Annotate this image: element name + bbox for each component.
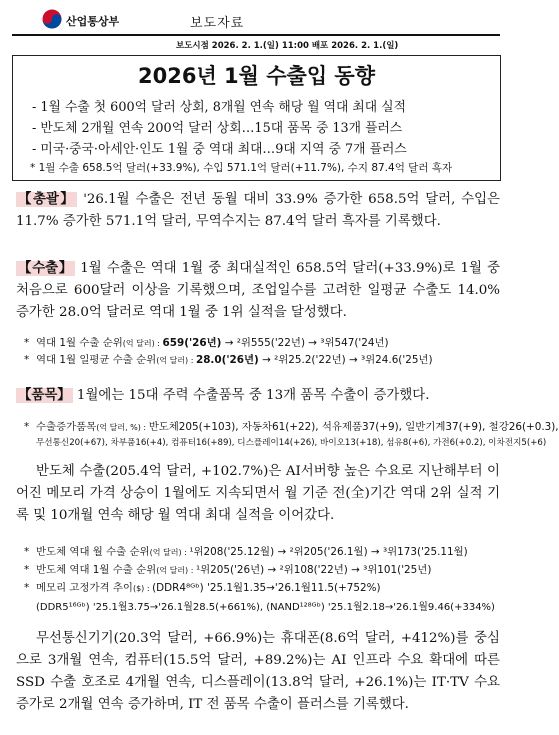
exports-bullet-1: * 역대 1월 수출 순위(억 달러) : 659('26년) → ²위555('22년) → ³위547('24년) — [24, 337, 389, 349]
wireless-paragraph: 무선통신기기(20.3억 달러, +66.9%)는 휴대폰(8.6억 달러, +412%)를 중심으로 3개월 연속, 컴퓨터(15.5억 달러, +89.2%)는 AI 인프라 수요 확대에 따른 SSD 수출 호조로 4개월 연속, 디스플레이(13.8억 달러, +26.1%)는 IT·TV 수요 증가로 2개월 연속 증가하며, IT 전 품목 수출이 플러스를 기록했다. — [16, 631, 500, 712]
items-text: 1월에는 15대 주력 수출품목 중 13개 품목 수출이 증가했다. — [76, 388, 430, 403]
exports-paragraph — [16, 258, 500, 324]
semis-paragraph: 반도체 수출(205.4억 달러, +102.7%)은 AI서버향 높은 수요로 지난해부터 이어진 메모리 가격 상승이 1월에도 지속되면서 월 기준 전(全)기간 역대 2위 실적 기록 및 10개월 연속 해당 월 역대 최대 실적을 이어갔다. — [16, 464, 500, 523]
semis-bullet-1: * 반도체 역대 월 수출 순위(억 달러) : ¹위208('25.12월) → ²위205('26.1월) → ³위173('25.11월) — [24, 546, 468, 558]
items-paragraph — [16, 385, 500, 407]
embargo-line: 보도시점 2026. 2. 1.(일) 11:00 배포 2026. 2. 1.(일) — [176, 41, 399, 51]
semis-bullet-3: * 메모리 고정가격 추이($) : (DDR4⁸ᴳᵇ) '25.1월1.35→'26.1월11.5(+752%) — [24, 582, 381, 594]
items-bullet-line-2: 무선통신20(+67), 차부품16(+4), 컴퓨터16(+89), 디스플레이14(+26), 바이오13(+18), 섬유8(+6), 가전6(+0.2), 이차전지5(+6) — [36, 438, 547, 448]
exports-tag: 【수출】 — [18, 261, 74, 276]
items-tag: 【품목】 — [18, 388, 71, 403]
semis-bullet-2: * 반도체 역대 1월 수출 순위(억 달러) : ¹위205('26년) → ²위108('22년) → ³위101('25년) — [24, 564, 432, 576]
subtitle-2: - 반도체 2개월 연속 200억 달러 상회…15대 품목 중 13개 플러스 — [32, 121, 403, 136]
overview-paragraph — [16, 189, 500, 233]
doc-type: 보도자료 — [190, 16, 245, 31]
semis-bullet-3-line-2: (DDR5¹⁶ᴳᵇ) '25.1월3.75→'26.1월28.5(+661%), (NAND¹²⁸ᴳᵇ) '25.1월2.18→'26.1월9.46(+334%) — [36, 602, 495, 613]
overview-tag: 【총괄】 — [18, 192, 76, 207]
summary-line: * 1월 수출 658.5억 달러(+33.9%), 수입 571.1억 달러(+11.7%), 수지 87.4억 달러 흑자 — [30, 162, 453, 174]
overview-text: '26.1월 수출은 전년 동월 대비 33.9% 증가한 658.5억 달러, 수입은 11.7% 증가한 571.1억 달러, 무역수지는 87.4억 달러 흑자를 기록했다. — [16, 192, 500, 229]
exports-bullet-2: * 역대 1월 일평균 수출 순위(억 달러) : 28.0('26년) → ²위25.2('22년) → ³위24.6('25년) — [24, 354, 433, 366]
items-bullet: * 수출증가품목(억 달러, %) : 반도체205(+103), 자동차61(+22), 석유제품37(+9), 일반기계37(+9), 철강26(+0.3), — [24, 421, 559, 433]
exports-text: 1월 수출은 역대 1월 중 최대실적인 658.5억 달러(+33.9%)로 1월 중 처음으로 600달러 이상을 기록했으며, 조업일수를 고려한 일평균 수출도 14.0% 증가한 28.0억 달러로 역대 1월 중 1위 실적을 달성했다. — [16, 261, 500, 320]
subtitle-3: - 미국·중국·아세안·인도 1월 중 역대 최대…9대 지역 중 7개 플러스 — [32, 142, 407, 157]
header-rule — [12, 34, 500, 36]
ministry-name: 산업통상부 — [66, 15, 120, 28]
taegeuk-logo-icon — [42, 9, 62, 29]
page-title: 2026년 1월 수출입 동향 — [138, 64, 375, 88]
subtitle-1: - 1월 수출 첫 600억 달러 상회, 8개월 연속 해당 월 역대 최대 실적 — [32, 100, 406, 115]
